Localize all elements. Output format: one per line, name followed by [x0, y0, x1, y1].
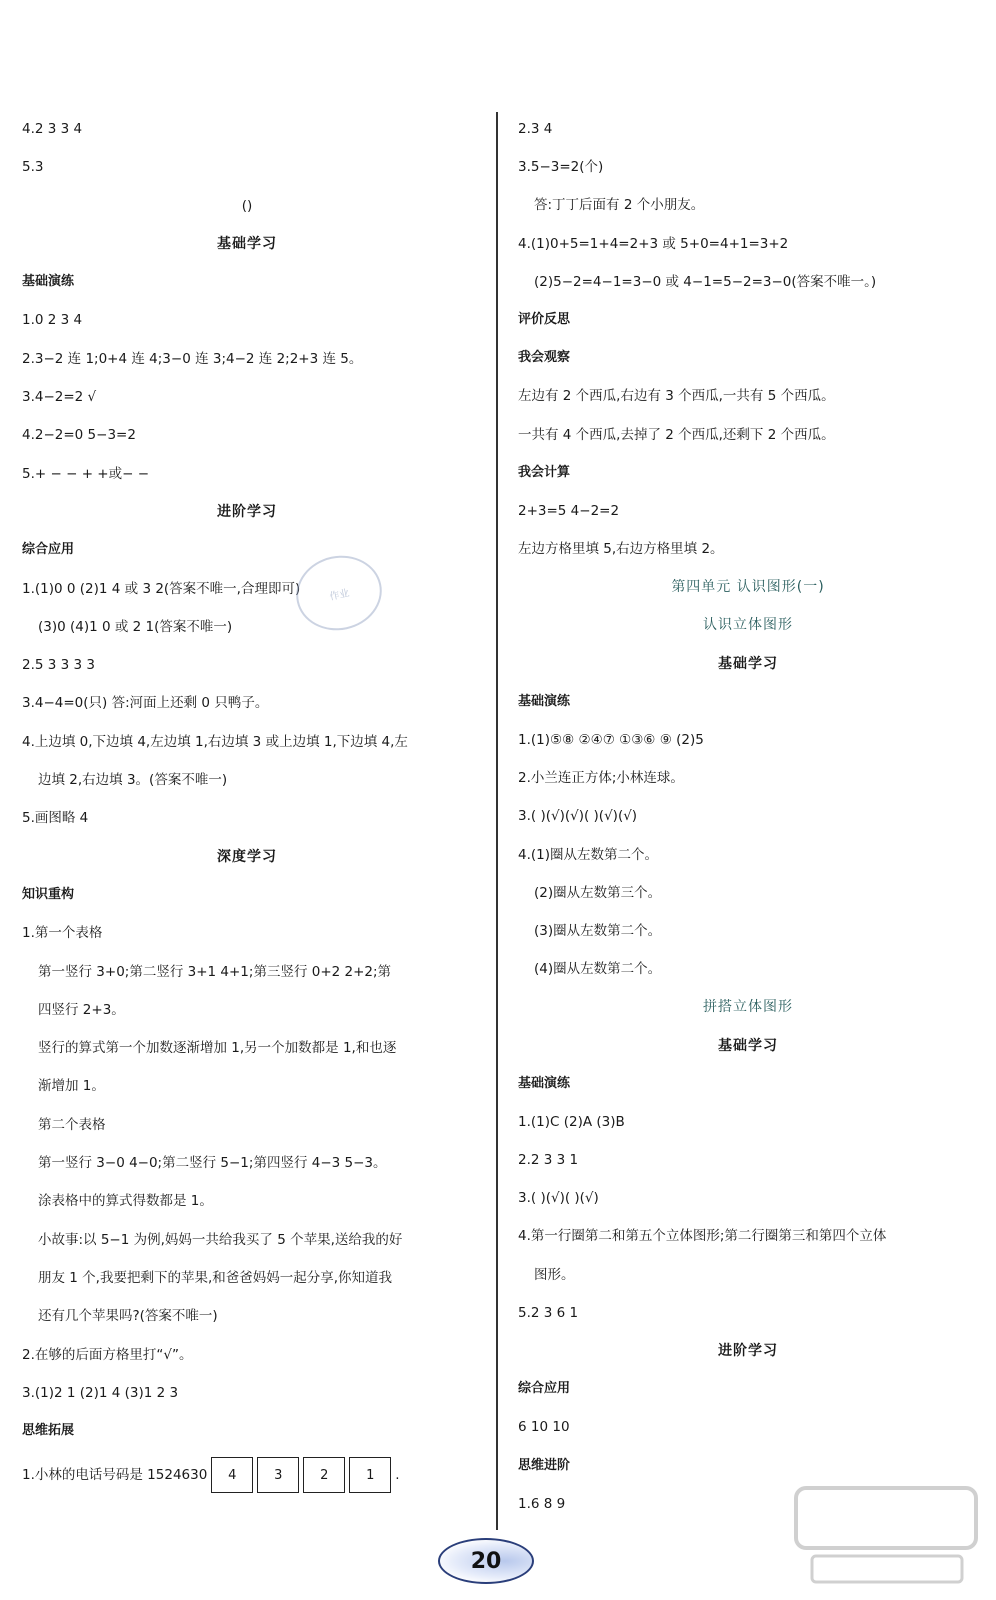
text-line: 竖行的算式第一个加数逐渐增加 1,另一个加数都是 1,和也逐: [38, 1040, 397, 1057]
text-line: 4.(1)圈从左数第二个。: [518, 846, 659, 863]
digit-box: 4: [211, 1457, 253, 1493]
text-line: 评价反思: [518, 311, 571, 327]
text-line: 四竖行 2+3。: [38, 1001, 125, 1018]
phone-label: 1.小林的电话号码是 1524630: [22, 1467, 208, 1484]
text-line: 第四单元 认识图形(一): [671, 579, 825, 596]
text-line: 左边有 2 个西瓜,右边有 3 个西瓜,一共有 5 个西瓜。: [518, 388, 835, 405]
text-line: 4.2 3 3 4: [22, 121, 83, 137]
digit-boxes: [211, 1457, 395, 1493]
text-line: 3.5−3=2(个): [518, 159, 604, 176]
text-line: 基础演练: [518, 693, 571, 709]
phone-line: [22, 1450, 472, 1500]
text-line: 5.3: [22, 159, 44, 176]
text-line: 2.3−2 连 1;0+4 连 4;3−0 连 3;4−2 连 2;2+3 连 5。: [22, 350, 363, 367]
text-line: 知识重构: [22, 886, 75, 902]
text-line: 1.(1)C (2)A (3)B: [518, 1113, 625, 1130]
text-line: 综合应用: [22, 542, 75, 558]
text-line: 4.2−2=0 5−3=2: [22, 427, 136, 444]
text-line: 思维拓展: [22, 1423, 75, 1439]
text-line: 思维进阶: [518, 1457, 571, 1473]
text-line: 涂表格中的算式得数都是 1。: [38, 1193, 213, 1210]
text-line: (4)圈从左数第二个。: [534, 961, 662, 978]
text-line: 1.0 2 3 4: [22, 312, 83, 329]
text-line: 答:丁丁后面有 2 个小朋友。: [534, 197, 705, 214]
text-line: 拼搭立体图形: [703, 999, 793, 1016]
text-line: 一共有 4 个西瓜,去掉了 2 个西瓜,还剩下 2 个西瓜。: [518, 426, 835, 443]
digit-box: 3: [257, 1457, 299, 1493]
text-line: 基础演练: [518, 1075, 571, 1091]
text-line: (2)5−2=4−1=3−0 或 4−1=5−2=3−0(答案不唯一。): [534, 273, 877, 290]
text-line: 5.+ − − + +或− −: [22, 465, 150, 482]
text-line: 1.第一个表格: [22, 925, 103, 942]
text-line: 图形。: [534, 1266, 575, 1283]
text-line: (3)圈从左数第二个。: [534, 922, 662, 939]
digit-box: 1: [349, 1457, 391, 1493]
text-line: 渐增加 1。: [38, 1078, 105, 1095]
text-line: 5.2 3 6 1: [518, 1304, 579, 1321]
page-number: 20: [438, 1538, 534, 1584]
text-line: (2)圈从左数第三个。: [534, 884, 662, 901]
text-line: 小故事:以 5−1 为例,妈妈一共给我买了 5 个苹果,送给我的好: [38, 1231, 403, 1248]
text-line: 6 10 10: [518, 1419, 570, 1436]
text-line: 2.在够的后面方格里打“√”。: [22, 1346, 193, 1363]
digit-box: 2: [303, 1457, 345, 1493]
text-line: 2+3=5 4−2=2: [518, 502, 620, 519]
watermark-logo: [792, 1480, 982, 1590]
text-line: 1.6 8 9: [518, 1495, 566, 1512]
text-line: 3.( )(√)(√)( )(√)(√): [518, 808, 638, 825]
text-line: 左边方格里填 5,右边方格里填 2。: [518, 541, 724, 558]
text-line: 综合应用: [518, 1381, 571, 1397]
text-line: 基础学习: [718, 655, 778, 672]
text-line: 第二个表格: [38, 1116, 106, 1133]
text-line: 3.4−4=0(只) 答:河面上还剩 0 只鸭子。: [22, 695, 269, 712]
text-line: 基础学习: [718, 1037, 778, 1054]
text-line: 第一竖行 3−0 4−0;第二竖行 5−1;第四竖行 4−3 5−3。: [38, 1155, 387, 1172]
text-line: 基础演练: [22, 274, 75, 290]
text-line: 4.第一行圈第二和第五个立体图形;第二行圈第三和第四个立体: [518, 1228, 887, 1245]
text-line: 2.2 3 3 1: [518, 1152, 579, 1169]
text-line: 1.(1)0 0 (2)1 4 或 3 2(答案不唯一,合理即可): [22, 580, 301, 597]
text-line: 5.画图略 4: [22, 810, 89, 827]
text-line: 3.(1)2 1 (2)1 4 (3)1 2 3: [22, 1384, 179, 1401]
text-line: 3.4−2=2 √: [22, 389, 97, 406]
text-line: 2.5 3 3 3 3: [22, 657, 95, 674]
text-line: 还有几个苹果吗?(答案不唯一): [38, 1308, 218, 1325]
text-line: 4.上边填 0,下边填 4,左边填 1,右边填 3 或上边填 1,下边填 4,左: [22, 733, 408, 750]
text-line: 2.3 4: [518, 121, 553, 137]
text-line: 朋友 1 个,我要把剩下的苹果,和爸爸妈妈一起分享,你知道我: [38, 1269, 393, 1286]
text-line: 1.(1)⑤⑧ ②④⑦ ①③⑥ ⑨ (2)5: [518, 732, 704, 748]
text-line: 第一竖行 3+0;第二竖行 3+1 4+1;第三竖行 0+2 2+2;第: [38, 963, 392, 980]
text-line: 认识立体图形: [703, 617, 793, 634]
phone-end: .: [395, 1467, 400, 1484]
text-line: (3)0 (4)1 0 或 2 1(答案不唯一): [38, 618, 233, 635]
text-line: 4.(1)0+5=1+4=2+3 或 5+0=4+1=3+2: [518, 235, 789, 252]
column-divider: [496, 112, 498, 1530]
text-line: 2.小兰连正方体;小林连球。: [518, 770, 684, 787]
text-line: 我会计算: [518, 464, 571, 480]
text-line: 我会观察: [518, 350, 571, 366]
text-line: (): [241, 197, 253, 214]
text-line: 基础学习: [217, 235, 277, 252]
text-line: 边填 2,右边填 3。(答案不唯一): [38, 772, 228, 789]
text-line: 深度学习: [217, 848, 277, 865]
left-column: [22, 110, 472, 1500]
text-line: 进阶学习: [718, 1343, 778, 1359]
right-column: [518, 110, 978, 1523]
text-line: 进阶学习: [217, 503, 277, 520]
stamp-seal: 作业: [289, 548, 389, 638]
text-line: 3.( )(√)( )(√): [518, 1190, 599, 1207]
